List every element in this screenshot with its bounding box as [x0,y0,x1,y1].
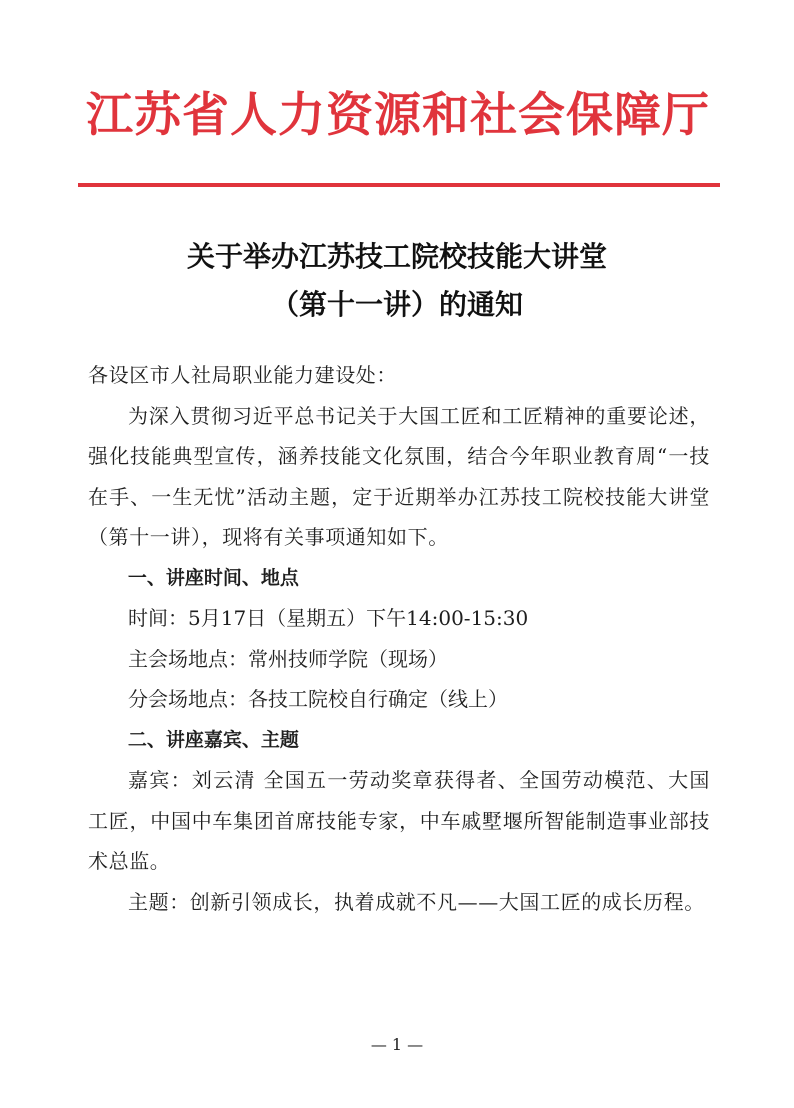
page-number: — 1 — [370,1035,424,1054]
intro-paragraph: 为深入贯彻习近平总书记关于大国工匠和工匠精神的重要论述，强化技能典型宣传，涵养技能文化氛围，结合今年职业教育周“一技在手、一生无忧”活动主题，定于近期举办江苏技工院校技能大讲堂（第十一讲），现将有关事项通知如下。 [88,403,710,549]
salutation: 各设区市人社局职业能力建设处： [88,363,397,387]
section-heading-time-venue: 一、讲座时间、地点 [127,566,299,589]
document-title-line1: 关于举办江苏技工院校技能大讲堂 [186,240,607,273]
sub-venue: 分会场地点：各技工院校自行确定（线上） [128,687,508,711]
section-heading-guest-topic: 二、讲座嘉宾、主题 [127,728,299,751]
main-venue: 主会场地点：常州技师学院（现场） [128,646,448,671]
guest-paragraph: 嘉宾：刘云清 全国五一劳动奖章获得者、全国劳动模范、大国工匠，中国中车集团首席技能专家，中车戚墅堰所智能制造事业部技术总监。 [88,768,710,873]
lecture-time: 时间：5月17日（星期五）下午14:00-15:30 [128,606,529,630]
document-title-line2: （第十一讲）的通知 [270,288,523,321]
document-title [0,233,794,329]
topic-paragraph: 主题：创新引领成长，执着成就不凡——大国工匠的成长历程。 [128,889,705,914]
letterhead-org-name: 江苏省人力资源和社会保障厅 [86,88,710,143]
document-body [88,355,710,922]
letterhead-red-rule [78,183,720,187]
